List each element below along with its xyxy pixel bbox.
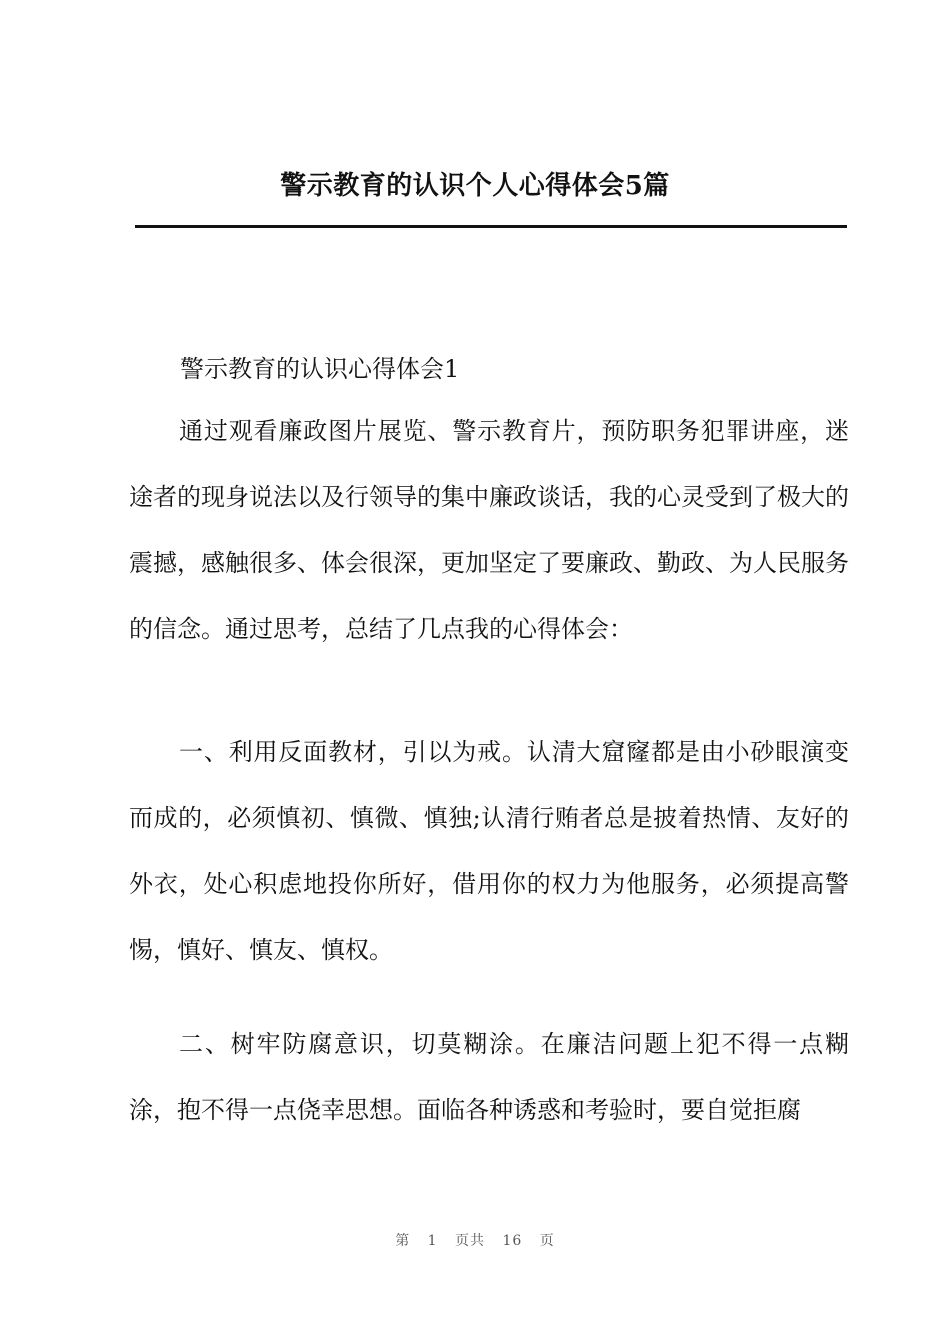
section-heading: 警示教育的认识心得体会1 (180, 355, 460, 383)
document-title: 警示教育的认识个人心得体会5篇 (280, 171, 670, 201)
page-footer: 第 1 页共 16 页 (395, 1233, 555, 1249)
title-divider (135, 225, 847, 228)
paragraph-2: 一、利用反面教材，引以为戒。认清大窟窿都是由小砂眼演变而成的，必须慎初、慎微、慎独;认清行贿者总是披着热情、友好的外衣，处心积虑地投你所好，借用你的权力为他服务，必须提高警惕，慎好、慎友、慎权。 (129, 738, 849, 964)
paragraph-3: 二、树牢防腐意识，切莫糊涂。在廉洁问题上犯不得一点糊涂，抱不得一点侥幸思想。面临各种诱惑和考验时，要自觉拒腐 (129, 1030, 849, 1124)
paragraph-1: 通过观看廉政图片展览、警示教育片，预防职务犯罪讲座，迷途者的现身说法以及行领导的集中廉政谈话，我的心灵受到了极大的震撼，感触很多、体会很深，更加坚定了要廉政、勤政、为人民服务的信念。通过思考，总结了几点我的心得体会： (129, 417, 849, 643)
